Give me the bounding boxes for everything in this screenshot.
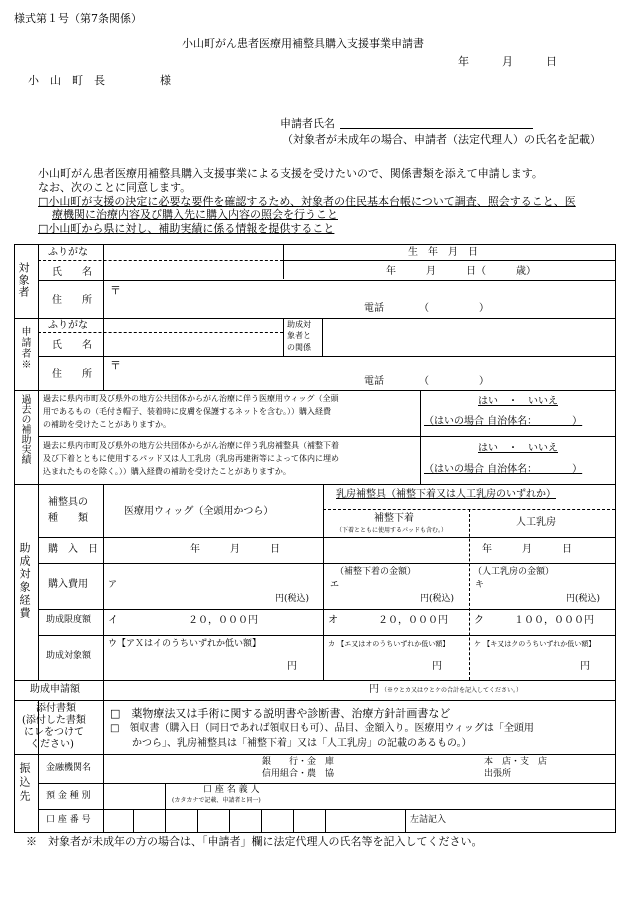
attach-item-2[interactable]: □ 領収書（購入日（同日であれば領収日も可）、品目、金額入り。医療用ウィッグは「全頭用 — [110, 723, 534, 734]
applicant-phone[interactable]: 電話 （ ） — [364, 376, 489, 387]
purchase-date-label: 購 入 日 — [48, 544, 98, 555]
limit-label: 助成限度額 — [46, 615, 92, 625]
target-phone[interactable]: 電話 （ ） — [364, 303, 489, 314]
past-q1-local-gov[interactable]: （はいの場合 自治体名： ） — [424, 416, 583, 427]
date-line[interactable]: 年 月 日 — [458, 55, 557, 68]
page-title: 小山町がん患者医療用補整具購入支援事業申請書 — [182, 37, 424, 50]
relation-label-1: 助成対 — [287, 320, 311, 329]
applicant-name-label: 申請者氏名 — [280, 117, 335, 130]
purchase-cost-label: 購入費用 — [48, 579, 88, 590]
attach-label-1: 添付書類 — [36, 703, 76, 714]
footer-note: ※ 対象者が未成年の方の場合は、「申請者」欄に法定代理人の氏名等を記入してください。 — [26, 835, 483, 848]
addressee: 小 山 町 長 様 — [28, 74, 171, 87]
consent-item-2[interactable]: □小山町から県に対し、補助実績に係る情報を提供すること — [38, 222, 335, 235]
intro-line2: なお、次のことに同意します。 — [38, 181, 192, 194]
past-q1-line1: 過去に県内市町及び県外の地方公共団体からがん治療に伴う医療用ウィッグ（全頭 — [43, 394, 339, 403]
institution-types-2[interactable]: 信用組合・農 協 — [262, 769, 335, 779]
attach-label-2: (添付した書類 — [22, 715, 86, 726]
underwear-cost-mark: エ — [330, 580, 340, 590]
applicant-furigana-label: ふりがな — [48, 320, 88, 331]
expense-section-label: 助成対象経費 — [18, 542, 31, 620]
target-postal-mark: 〒 — [110, 284, 121, 297]
attach-item-2b: かつら」、乳房補整具は「補整下着」又は「人工乳房」の記載のあるもの。） — [132, 738, 472, 749]
applicant-name-field[interactable] — [340, 128, 533, 129]
limit-prosthesis: ク １００，０００円 — [474, 615, 594, 626]
relation-label-3: の関係 — [287, 343, 311, 352]
past-q2-local-gov[interactable]: （はいの場合 自治体名： ） — [424, 464, 583, 475]
wig-cost-field[interactable]: 円(税込) — [275, 594, 310, 604]
breast-purchase-date[interactable]: 年 月 日 — [482, 544, 572, 555]
underwear-label: 補整下着 — [374, 513, 414, 524]
institution-types-1[interactable]: 銀 行・金 庫 — [262, 757, 335, 767]
past-q2-line1: 過去に県内市町及び県外の地方公共団体からがん治療に伴う乳房補整具（補整下着 — [43, 441, 339, 450]
limit-underwear: オ ２０，０００円 — [328, 615, 448, 626]
target-section-label: 対象者 — [17, 262, 30, 298]
limit-wig: イ ２０，０００円 — [108, 615, 258, 626]
attach-label-4: ください) — [30, 739, 74, 750]
kind-label-1: 補整具の — [48, 497, 88, 508]
account-type-label: 預 金 種 別 — [46, 791, 91, 801]
breast-label: 乳房補整具（補整下着又は人工乳房のいずれか） — [336, 489, 556, 500]
target-dob-header: 生 年 月 日 — [408, 247, 478, 258]
consent-item-1b: 療機関に治療内容及び購入先に購入内容の照会を行うこと — [52, 208, 338, 221]
target-wig-field[interactable]: 円 — [287, 661, 297, 672]
request-amount-field[interactable]: 円 — [369, 684, 379, 695]
applicant-name-row-label: 氏 名 — [52, 340, 92, 351]
past-q2-line3: 込まれたものを除く。））購入経費の補助を受けたことがありますか。 — [43, 467, 291, 476]
wig-purchase-date[interactable]: 年 月 日 — [190, 544, 280, 555]
bank-section-label: 振込先 — [18, 762, 31, 804]
past-q1-line3: の補助を受けたことがありますか。 — [43, 420, 171, 429]
underwear-amount-label: （補整下着の金額） — [335, 567, 417, 577]
prosthesis-cost-field[interactable]: 円(税込) — [566, 594, 601, 604]
institution-label: 金融機関名 — [46, 763, 92, 773]
past-section-label: 過去の補助実績 — [19, 394, 30, 464]
account-holder-note: (カタカナで記載、申請者と同一) — [172, 797, 261, 804]
target-underwear-field[interactable]: 円 — [432, 661, 442, 672]
past-q1-line2: 用であるもの（毛付き帽子、装着時に皮膚を保護するネットを含む。））購入経費 — [43, 407, 331, 416]
form-number: 様式第１号（第7条関係） — [14, 12, 142, 25]
target-prosthesis-note: ケ 【キ又はクのうちいずれか低い額】 — [474, 640, 596, 648]
target-amount-label: 助成対象額 — [46, 651, 92, 661]
account-holder-label: 口 座 名 義 人 — [203, 785, 260, 795]
relation-label-2: 象者と — [287, 331, 311, 340]
attach-item-1[interactable]: □ 薬物療法又は手術に関する説明書や診断書、治療方針計画書など — [110, 707, 451, 720]
target-wig-note: ウ【アＸはイのうちいずれか低い額】 — [108, 639, 262, 649]
target-prosthesis-field[interactable]: 円 — [580, 661, 590, 672]
wig-label: 医療用ウィッグ（全頭用かつら） — [124, 506, 274, 517]
wig-cost-mark: ア — [108, 580, 118, 590]
request-label: 助成申請額 — [30, 684, 80, 695]
applicant-address-label: 住 所 — [52, 369, 92, 380]
target-dob-value[interactable]: 年 月 日（ 歳） — [386, 266, 536, 277]
left-fill-note: 左詰記入 — [410, 815, 447, 825]
target-furigana-label: ふりがな — [48, 247, 88, 258]
applicant-note: （対象者が未成年の場合、申請者（法定代理人）の氏名を記載） — [282, 133, 601, 146]
branch-types-1[interactable]: 本 店・支 店 — [484, 757, 548, 767]
applicant-postal-mark: 〒 — [110, 359, 121, 372]
underwear-cost-field[interactable]: 円(税込) — [420, 594, 455, 604]
prosthesis-cost-mark: キ — [475, 580, 485, 590]
prosthesis-amount-label: （人工乳房の金額） — [473, 567, 555, 577]
past-q1-yesno[interactable]: はい ・ いいえ — [478, 396, 558, 407]
branch-types-2[interactable]: 出張所 — [484, 769, 512, 779]
target-name-label: 氏 名 — [52, 267, 92, 278]
past-q2-yesno[interactable]: はい ・ いいえ — [478, 443, 558, 454]
underwear-note: （下着とともに使用するパッドも含む。） — [336, 527, 448, 534]
kind-label-2: 種 類 — [48, 513, 88, 524]
applicant-section-label: 申請者※ — [19, 326, 30, 370]
account-number-label: 口 座 番 号 — [46, 815, 91, 825]
intro-line1: 小山町がん患者医療用補整具購入支援事業による支援を受けたいので、関係書類を添えて申請します。 — [38, 167, 543, 180]
request-note: （※ウとカ又はウとケの合計を記入してください。） — [381, 687, 523, 694]
target-address-label: 住 所 — [52, 295, 92, 306]
prosthesis-label: 人工乳房 — [516, 517, 556, 528]
attach-label-3: にレをつけて — [24, 727, 84, 738]
past-q2-line2: 及び下着とともに使用するパッド又は人工乳房（乳房再建術等によって体内に埋め — [43, 454, 339, 463]
target-underwear-note: カ 【エ又はオのうちいずれか低い額】 — [328, 640, 450, 648]
consent-item-1[interactable]: □小山町が支援の決定に必要な要件を確認するため、対象者の住民基本台帳について調査、照会すること、医 — [38, 195, 576, 208]
